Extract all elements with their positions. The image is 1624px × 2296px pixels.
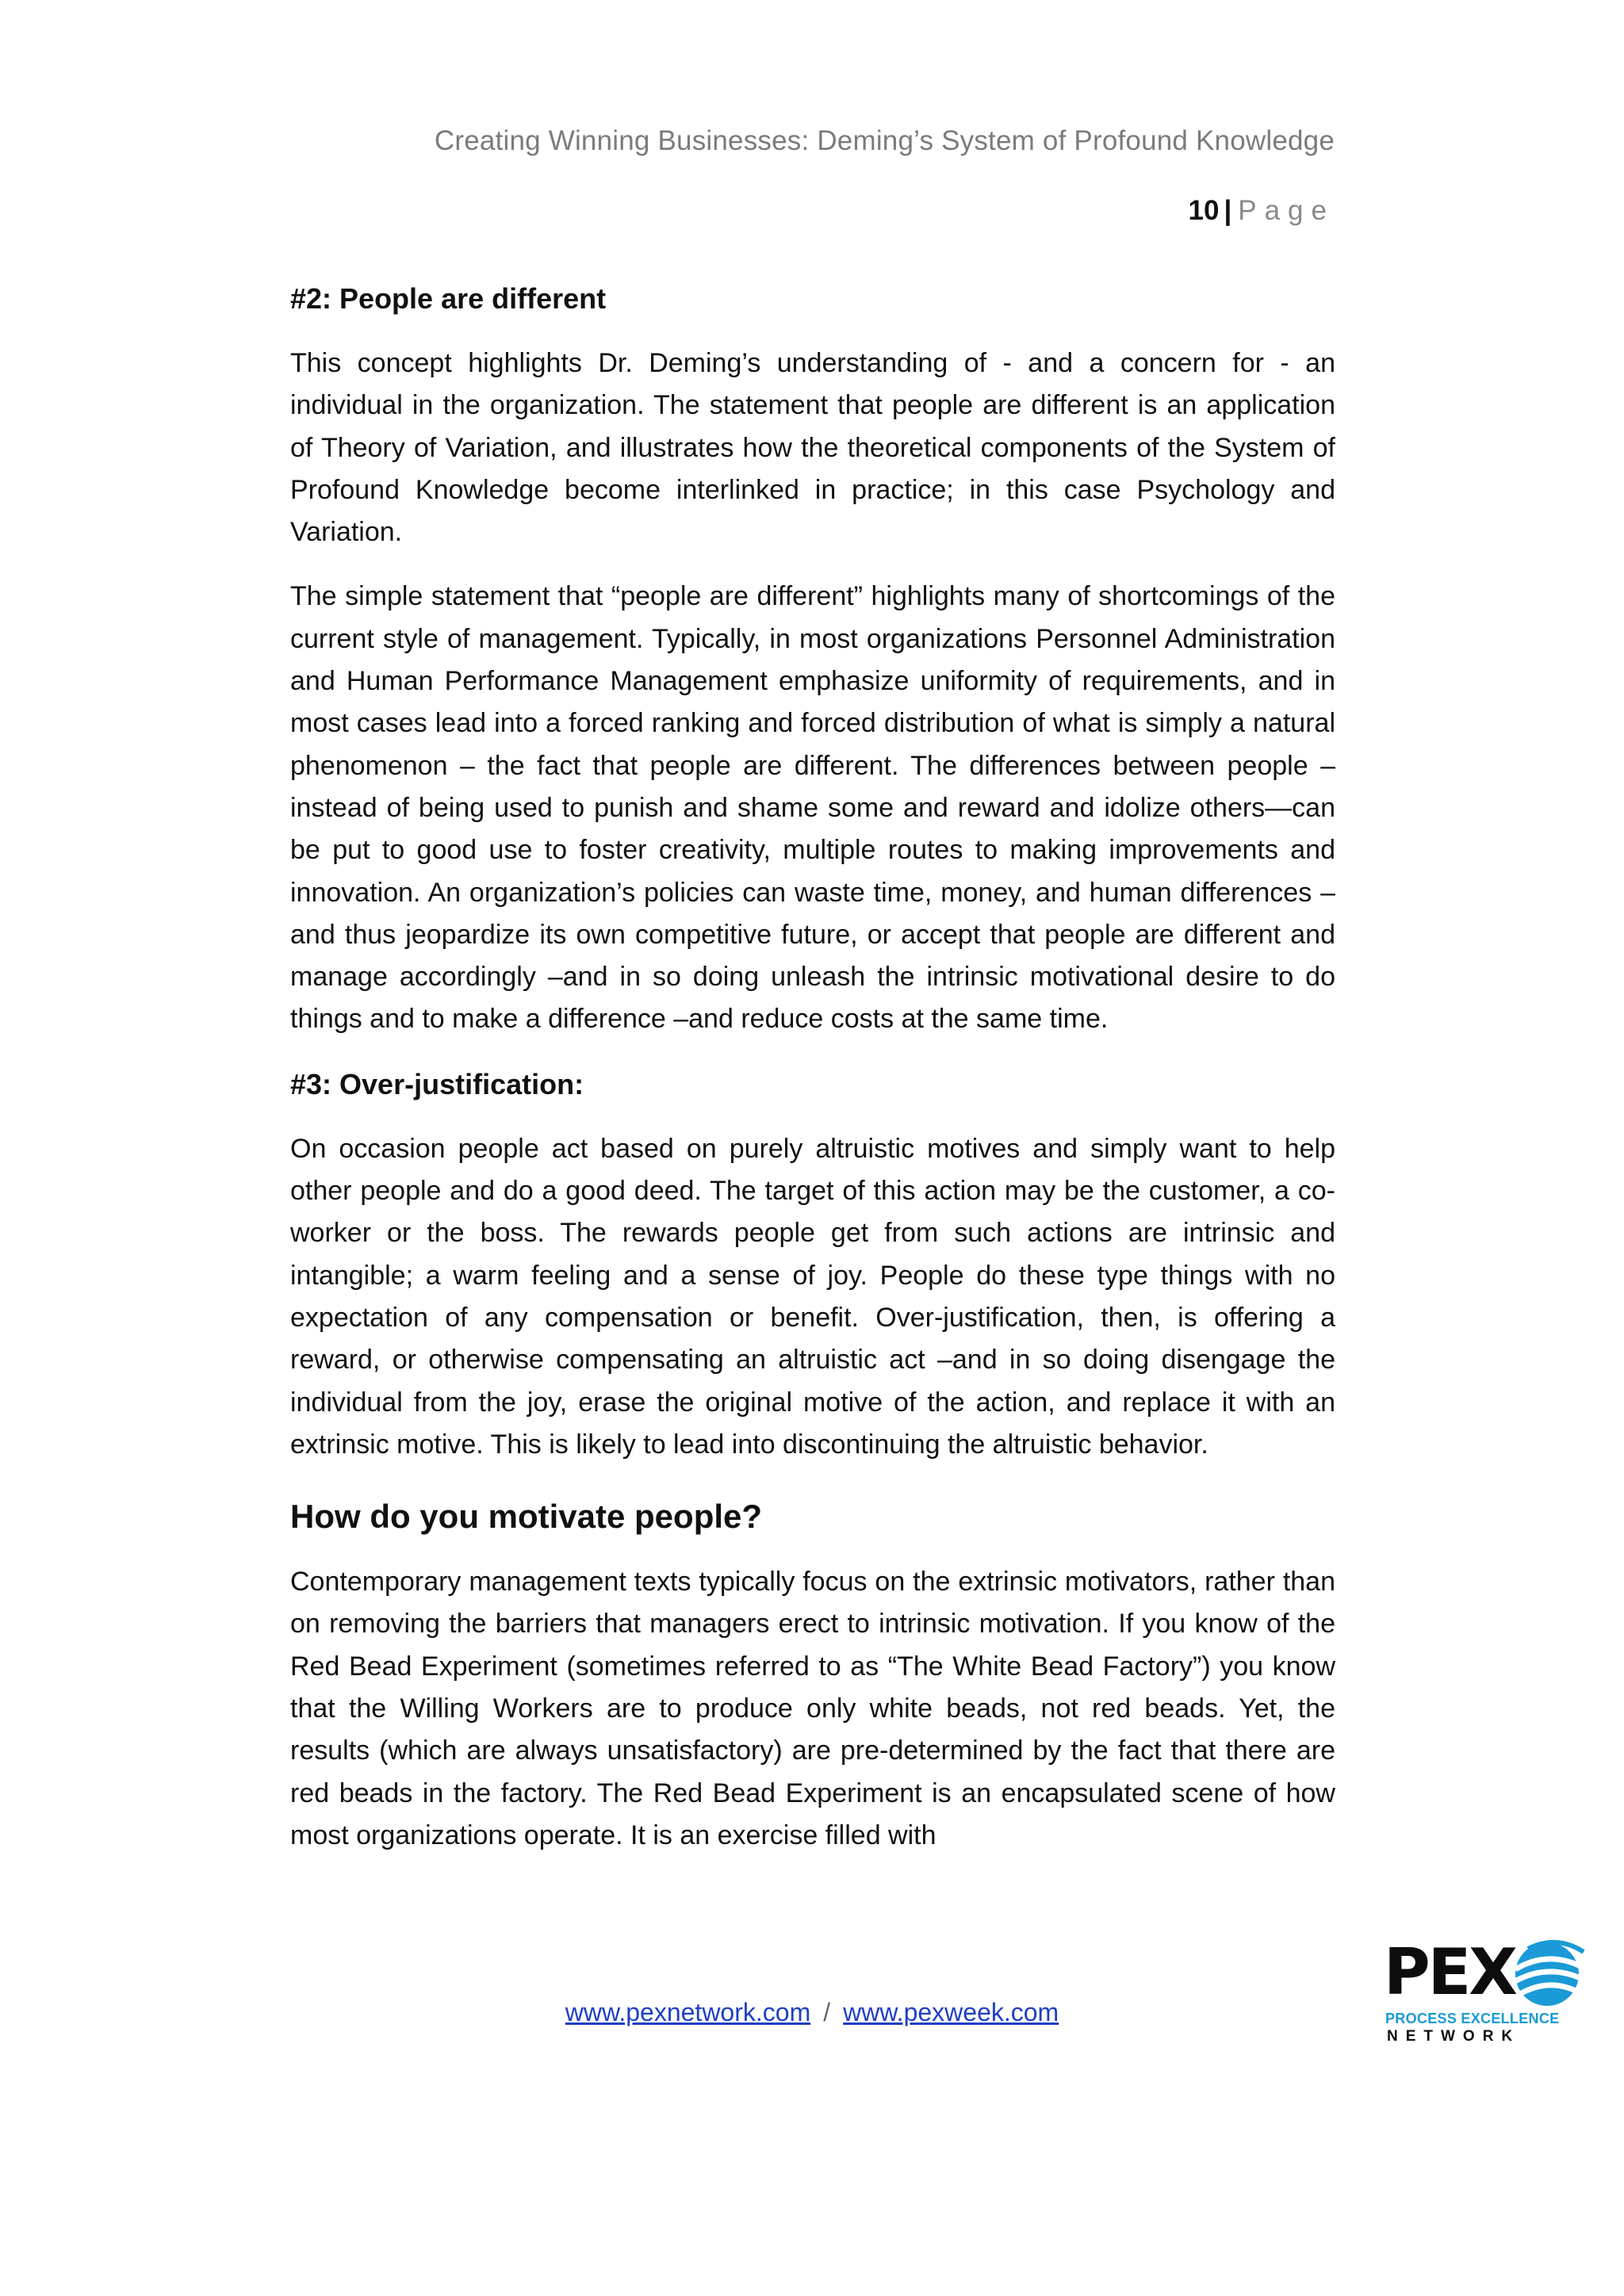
page-number (1189, 195, 1335, 227)
logo-wordmark: PEX (1384, 1935, 1515, 2009)
logo-tagline-process-excellence: PROCESS EXCELLENCE (1385, 2011, 1560, 2026)
paragraph: The simple statement that “people are different” highlights many of shortcomings of the current style of management. Typically, in most organizations Personnel Administration and Human Performance Management emphasize uniformity of requirements, and in most cases lead into a forced ranking and forced distribution of what is simply a natural phenomenon – the fact that people are different. The differences between people –instead of being used to punish and shame some and reward and idolize others—can be put to good use to foster creativity, multiple routes to making improvements and innovation. An organization’s policies can waste time, money, and human differences –and thus jeopardize its own competitive future, or accept that people are different and manage accordingly –and in so doing unleash the intrinsic motivational desire to do things and to make a difference –and reduce costs at the same time. (290, 581, 1335, 1035)
footer-separator: / (823, 1998, 831, 2026)
paragraph: Contemporary management texts typically focus on the extrinsic motivators, rather than on removing the barriers that managers erect to intrinsic motivation. If you know of the Red Bead Experiment (sometimes referred to as “The White Bead Factory”) you know that the Willing Workers are to produce only white beads, not red beads. Yet, the results (which are always unsatisfactory) are pre-determined by the fact that there are red beads in the factory. The Red Bead Experiment is an encapsulated scene of how most organizations operate. It is an exercise filled with (290, 1567, 1335, 1850)
page-number-separator: | (1224, 195, 1232, 226)
section-heading-people-different: #2: People are different (290, 282, 607, 315)
paragraph: On occasion people act based on purely altruistic motives and simply want to help other people and do a good deed. The target of this action may be the customer, a co-worker or the boss. The rewards people get from such actions are intrinsic and intangible; a warm feeling and a sense of joy. People do these type things with no expectation of any compensation or benefit. Over-justification, then, is offering a reward, or otherwise compensating an altruistic act –and in so doing disengage the individual from the joy, erase the original motive of the action, and replace it with an extrinsic motive. This is likely to lead into discontinuing the altruistic behavior. (290, 1133, 1335, 1460)
page-number-value: 10 (1188, 195, 1220, 226)
running-header: Creating Winning Businesses: Deming’s System of Profound Knowledge (434, 125, 1335, 156)
pex-logo (1384, 1934, 1590, 2053)
document-body (290, 277, 1335, 1879)
logo-tagline-network: NETWORK (1387, 2028, 1521, 2045)
globe-icon (1501, 1934, 1587, 2014)
pexweek-link[interactable]: www.pexweek.com (843, 1998, 1059, 2026)
section-heading-over-justification: #3: Over-justification: (290, 1067, 584, 1100)
pexnetwork-link[interactable]: www.pexnetwork.com (565, 1998, 811, 2026)
footer-links (0, 1998, 1624, 2027)
page-number-label: Page (1238, 195, 1335, 226)
paragraph: This concept highlights Dr. Deming’s understanding of - and a concern for - an individual in the organization. The statement that people are different is an application of Theory of Variation, and illustrates how the theoretical components of the System of Profound Knowledge become interlinked in practice; in this case Psychology and Variation. (290, 348, 1335, 548)
section-heading-motivate-people: How do you motivate people? (290, 1498, 763, 1536)
